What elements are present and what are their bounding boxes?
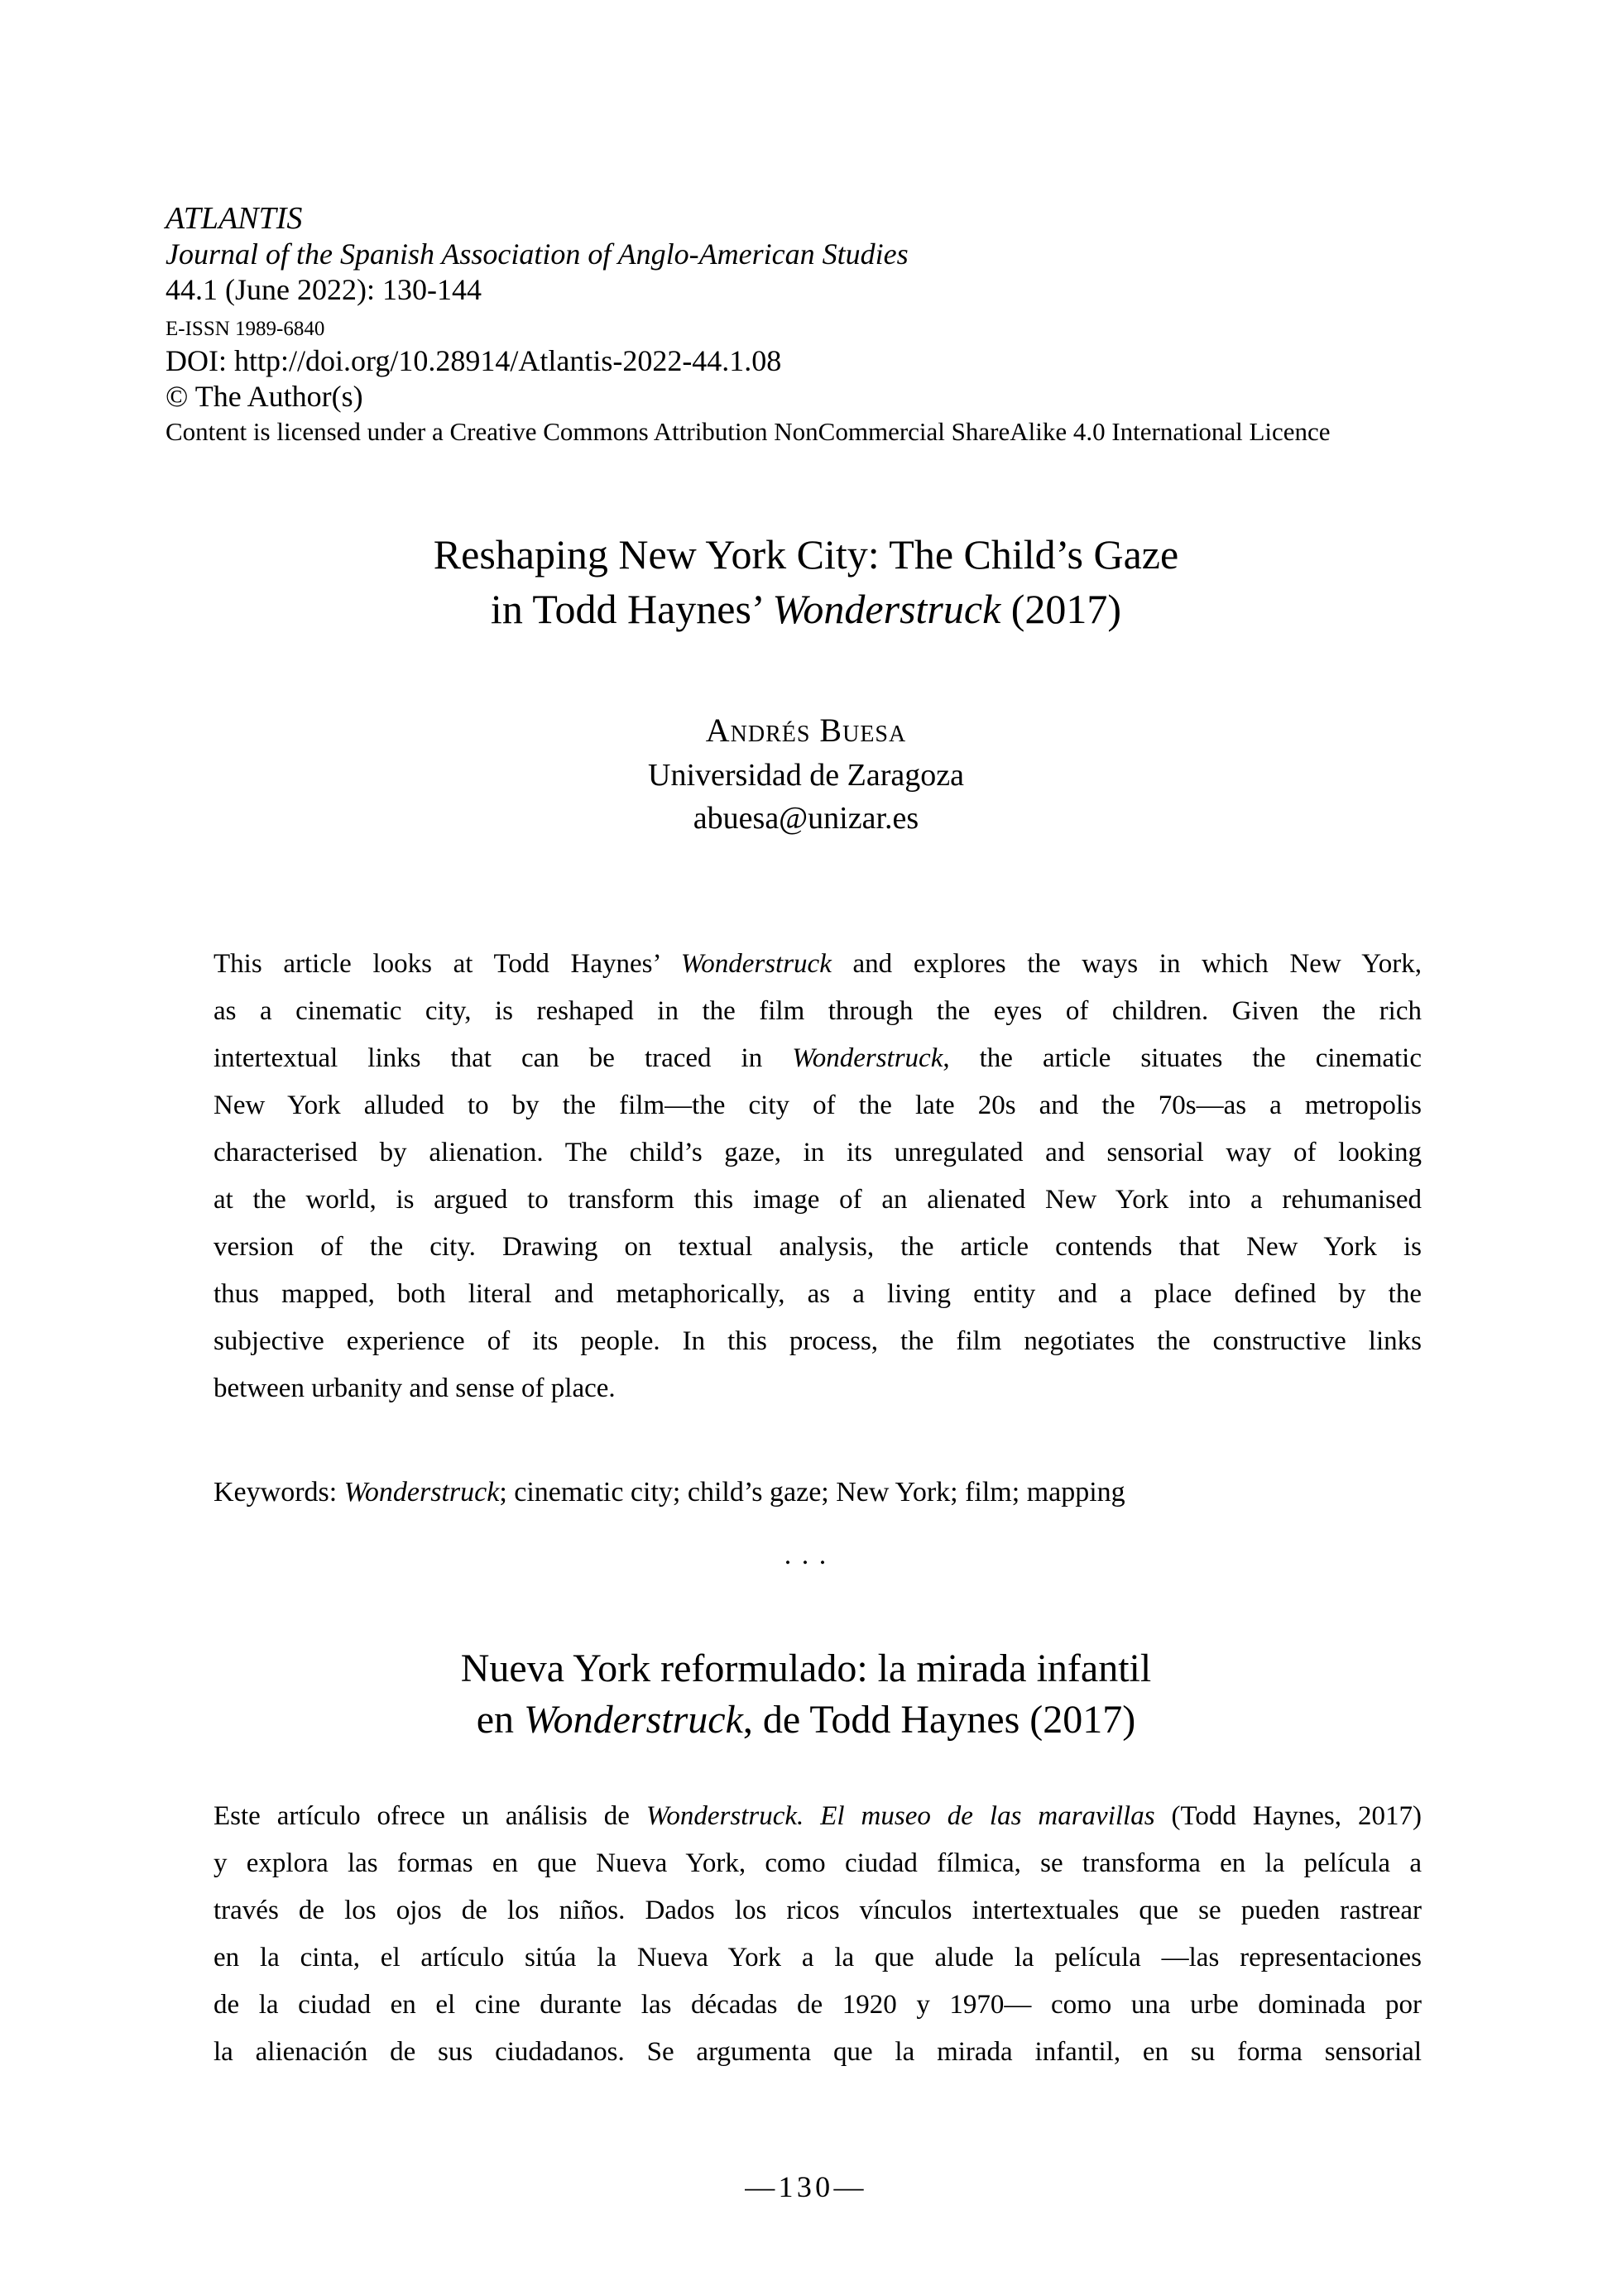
page-number: —130—: [745, 2170, 867, 2203]
journal-name: ATLANTIS: [166, 201, 303, 236]
article-title-es: [166, 1643, 1446, 1746]
abstract-line: thus mapped, both literal and metaphorically, as a living entity and a place defined by the: [213, 1279, 1422, 1309]
journal-subtitle: Journal of the Spanish Association of Anglo-American Studies: [166, 237, 909, 271]
journal-header: [166, 201, 1446, 448]
title-es-line2: en Wonderstruck, de Todd Haynes (2017): [476, 1698, 1136, 1742]
abstract-line: between urbanity and sense of place.: [213, 1373, 616, 1403]
article-title-en: [166, 527, 1446, 636]
issue-info: 44.1 (June 2022): 130-144: [166, 273, 482, 306]
abstract-line: as a cinematic city, is reshaped in the film through the eyes of children. Given the rich: [213, 996, 1422, 1026]
page-footer: [166, 2169, 1446, 2205]
author-email: abuesa@unizar.es: [693, 801, 919, 836]
copyright-notice: © The Author(s): [166, 380, 363, 413]
title-es-line1: Nueva York reformulado: la mirada infantil: [460, 1647, 1152, 1690]
abstract-line: intertextual links that can be traced in Wonderstruck, the article situates the cinematic: [213, 1043, 1422, 1073]
author-affiliation: Universidad de Zaragoza: [648, 758, 964, 793]
abstract-line: at the world, is argued to transform this image of an alienated New York into a rehumanised: [213, 1185, 1422, 1215]
doi: DOI: http://doi.org/10.28914/Atlantis-2022-44.1.08: [166, 344, 782, 377]
author-name: Andrés Buesa: [705, 712, 907, 749]
licence-note: Content is licensed under a Creative Commons Attribution NonCommercial ShareAlike 4.0 International Licence: [166, 417, 1331, 446]
section-separator: . . .: [784, 1540, 828, 1570]
abstract-line: New York alluded to by the film—the city of the late 20s and the 70s—as a metropolis: [213, 1090, 1422, 1120]
keywords-line: Keywords: Wonderstruck; cinematic city; child’s gaze; New York; film; mapping: [213, 1477, 1125, 1507]
abstract-spanish: [213, 1793, 1422, 2076]
abstract-line: characterised by alienation. The child’s gaze, in its unregulated and sensorial way of looking: [213, 1138, 1422, 1167]
abstract-line: de la ciudad en el cine durante las décadas de 1920 y 1970— como una urbe dominada por: [213, 1990, 1422, 2020]
abstract-english: [213, 941, 1422, 1412]
abstract-line: y explora las formas en que Nueva York, como ciudad fílmica, se transforma en la película a: [213, 1848, 1422, 1878]
abstract-line: version of the city. Drawing on textual analysis, the article contends that New York is: [213, 1232, 1422, 1262]
issn: e-ISSN 1989-6840: [166, 309, 325, 342]
abstract-line: subjective experience of its people. In this process, the film negotiates the constructive links: [213, 1326, 1422, 1356]
title-en-line2: in Todd Haynes’ Wonderstruck (2017): [490, 586, 1122, 632]
abstract-line: This article looks at Todd Haynes’ Wonderstruck and explores the ways in which New York,: [213, 949, 1422, 979]
title-en-line1: Reshaping New York City: The Child’s Gaze: [433, 531, 1179, 578]
author-block: [166, 707, 1446, 840]
abstract-line: la alienación de sus ciudadanos. Se argumenta que la mirada infantil, en su forma sensorial: [213, 2037, 1422, 2067]
abstract-line: través de los ojos de los niños. Dados los ricos vínculos intertextuales que se pueden rastrear: [213, 1896, 1422, 1925]
abstract-line: Este artículo ofrece un análisis de Wonderstruck. El museo de las maravillas (Todd Haynes, 2017): [213, 1801, 1422, 1831]
abstract-line: en la cinta, el artículo sitúa la Nueva York a la que alude la película —las representaciones: [213, 1943, 1422, 1972]
